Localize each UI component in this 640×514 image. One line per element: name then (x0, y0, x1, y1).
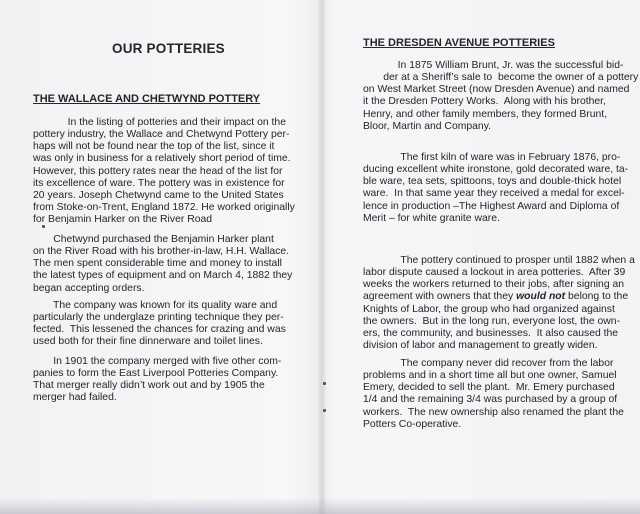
text-line: was only in business for a relatively short period of time. (33, 153, 291, 165)
text-line: its excellence of ware. The pottery was in existence for (33, 177, 285, 189)
text-line: The company was known for its quality ware and (33, 300, 278, 311)
text-line: Potters Co-operative. (363, 418, 462, 430)
text-line: weeks the workers returned to their jobs, after signing an (363, 279, 625, 291)
paragraph-2 (363, 152, 628, 225)
right-page (326, 0, 640, 514)
paragraph-1 (363, 60, 638, 133)
text-line: Chetwynd purchased the Benjamin Harker plant (33, 234, 274, 245)
section-heading-wallace-chetwynd: THE WALLACE AND CHETWYND POTTERY (33, 93, 261, 105)
text-line: That merger really didn’t work out and by 1905 the (33, 380, 265, 392)
left-page (0, 0, 318, 514)
stray-mark (323, 409, 326, 412)
text-line: fected. This lessened the chances for crazing and was (33, 324, 286, 336)
book-gutter (318, 0, 326, 514)
text-line: problems and in a short time all but one owner, Samuel (363, 370, 617, 382)
text-line: Emery, decided to sell the plant. Mr. Emery purchased (363, 382, 615, 394)
text-line: agreement with owners that they would not belong to the (363, 291, 629, 303)
text-line: Bloor, Martin and Company. (363, 120, 492, 132)
text-line: 20 years. Joseph Chetwynd came to the United States (33, 189, 284, 201)
text-line: on the River Road with his brother-in-law, H.H. Wallace. (33, 246, 290, 258)
paragraph-3 (33, 300, 286, 349)
text-line: on West Market Street (now Dresden Avenue) and named (363, 84, 630, 96)
text-line: The pottery continued to prosper until 1882 when a (363, 255, 635, 266)
text-line: division of labor and management to greatly widen. (363, 340, 598, 352)
text-line: der at a Sheriff’s sale to become the owner of a pottery (363, 72, 639, 84)
text-line: ers, the community, and businesses. It also caused the (363, 327, 619, 339)
paragraph-3 (363, 255, 635, 352)
text-line: workers. The new ownership also renamed the plant the (363, 406, 624, 418)
stray-mark (323, 382, 326, 385)
text-line: panies to form the East Liverpool Potteries Company. (33, 368, 279, 380)
paragraph-2 (33, 234, 292, 295)
section-heading-dresden-avenue: THE DRESDEN AVENUE POTTERIES (363, 37, 555, 49)
text-line: it the Dresden Pottery Works. Along with his brother, (363, 96, 606, 108)
text-line: began accepting orders. (33, 282, 145, 294)
text-line: The company never did recover from the labor (363, 358, 614, 369)
paragraph-4 (363, 358, 624, 431)
text-line: the owners. But in the long run, everyone lost, the own- (363, 315, 621, 327)
text-line: used both for their fine dinnerware and toilet lines. (33, 336, 263, 348)
page-bottom-shadow (0, 498, 640, 514)
text-line: However, this pottery rates near the head of the list for (33, 165, 283, 177)
text-line: merger had failed. (33, 392, 117, 404)
text-line: Henry, and other family members, they formed Brunt, (363, 108, 608, 120)
text-line: ducing excellent white ironstone, gold decorated ware, ta- (363, 164, 629, 176)
text-line: ble ware, tea sets, spittoons, toys and double-thick hotel (363, 176, 622, 188)
text-line: lence in production –The Highest Award and Diploma of (363, 200, 620, 212)
text-line: labor dispute caused a lockout in area potteries. After 39 (363, 267, 626, 279)
page-title: OUR POTTERIES (112, 41, 225, 56)
text-line: In 1901 the company merged with five other com- (33, 356, 282, 367)
text-line: In 1875 William Brunt, Jr. was the successful bid- (363, 60, 624, 71)
text-line: The first kiln of ware was in February 1876, pro- (363, 152, 621, 163)
text-line: In the listing of potteries and their impact on the (33, 117, 286, 128)
text-line: haps will not be found near the top of the list, since it (33, 141, 275, 153)
text-line: Knights of Labor, the group who had organized against (363, 303, 615, 315)
text-line: The men spent considerable time and money to install (33, 258, 282, 270)
paragraph-4 (33, 356, 281, 405)
text-line: 1/4 and the remaining 3/4 was purchased by a group of (363, 394, 618, 406)
text-line: Merit – for white granite ware. (363, 212, 500, 224)
text-line: pottery industry, the Wallace and Chetwynd Pottery per- (33, 129, 290, 141)
text-line: the latest types of equipment and on March 4, 1882 they (33, 270, 293, 282)
stray-mark (42, 225, 45, 228)
text-line: for Benjamin Harker on the River Road (33, 214, 213, 226)
text-line: ware. In that same year they received a medal for excel- (363, 188, 625, 200)
paragraph-1 (33, 117, 295, 226)
text-line: from Stoke-on-Trent, England 1872. He worked originally (33, 202, 295, 214)
text-line: particularly the underglaze printing technique they per- (33, 312, 284, 324)
